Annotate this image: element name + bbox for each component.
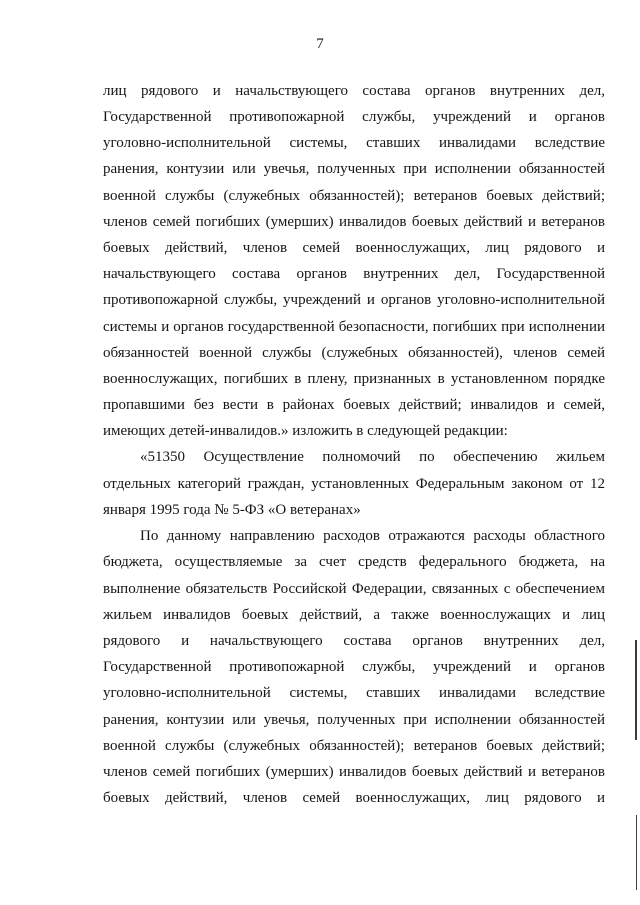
text-line: системы и органов государственной безопасности, погибших при исполнении bbox=[103, 319, 605, 335]
text-line: жильем инвалидов боевых действий, а также военнослужащих и лиц bbox=[103, 607, 605, 623]
text-line: начальствующего состава органов внутренних дел, Государственной bbox=[103, 266, 605, 282]
text-line: пропавшими без вести в районах боевых действий; инвалидов и семей, bbox=[103, 397, 605, 413]
text-line: военной службы (служебных обязанностей); ветеранов боевых действий; bbox=[103, 738, 605, 754]
text-line: ранения, контузии или увечья, полученных при исполнении обязанностей bbox=[103, 712, 605, 728]
text-line: выполнение обязательств Российской Федерации, связанных с обеспечением bbox=[103, 581, 605, 597]
text-line: бюджета, осуществляемые за счет средств федерального бюджета, на bbox=[103, 554, 605, 570]
text-line: членов семей погибших (умерших) инвалидов боевых действий и ветеранов bbox=[103, 764, 605, 780]
text-line: боевых действий, членов семей военнослужащих, лиц рядового и bbox=[103, 790, 605, 806]
text-line: противопожарной службы, учреждений и органов уголовно-исполнительной bbox=[103, 292, 605, 308]
text-line: боевых действий, членов семей военнослужащих, лиц рядового и bbox=[103, 240, 605, 256]
text-line: По данному направлению расходов отражаются расходы областного bbox=[140, 528, 605, 544]
text-line: военнослужащих, погибших в плену, признанных в установленном порядке bbox=[103, 371, 605, 387]
text-line: имеющих детей-инвалидов.» изложить в следующей редакции: bbox=[103, 423, 508, 439]
text-line: отдельных категорий граждан, установленных Федеральным законом от 12 bbox=[103, 476, 605, 492]
text-line: января 1995 года № 5-ФЗ «О ветеранах» bbox=[103, 502, 361, 518]
page-number: 7 bbox=[316, 36, 324, 52]
text-line: обязанностей военной службы (служебных обязанностей), членов семей bbox=[103, 345, 605, 361]
scan-edge-mark bbox=[636, 815, 637, 890]
text-line: рядового и начальствующего состава органов внутренних дел, bbox=[103, 633, 605, 649]
text-line: «51350 Осуществление полномочий по обеспечению жильем bbox=[140, 449, 605, 465]
text-line: Государственной противопожарной службы, учреждений и органов bbox=[103, 659, 605, 675]
text-line: лиц рядового и начальствующего состава органов внутренних дел, bbox=[103, 83, 605, 99]
text-line: военной службы (служебных обязанностей); ветеранов боевых действий; bbox=[103, 188, 605, 204]
text-line: уголовно-исполнительной системы, ставших инвалидами вследствие bbox=[103, 685, 605, 701]
text-line: членов семей погибших (умерших) инвалидов боевых действий и ветеранов bbox=[103, 214, 605, 230]
text-line: ранения, контузии или увечья, полученных при исполнении обязанностей bbox=[103, 161, 605, 177]
scan-edge-mark bbox=[635, 640, 637, 740]
text-line: Государственной противопожарной службы, учреждений и органов bbox=[103, 109, 605, 125]
text-line: уголовно-исполнительной системы, ставших инвалидами вследствие bbox=[103, 135, 605, 151]
